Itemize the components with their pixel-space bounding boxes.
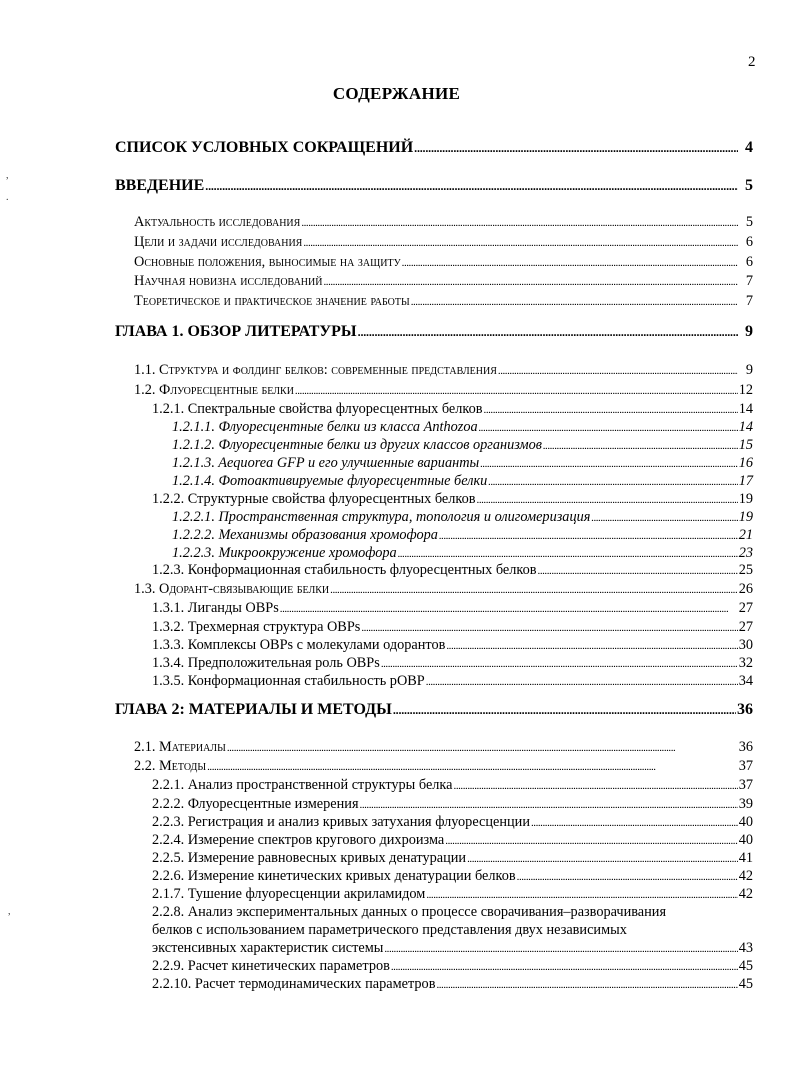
toc-entry	[152, 561, 753, 580]
toc-entry	[134, 757, 753, 776]
toc-entry	[172, 436, 753, 455]
toc-entry-title: 1.2.3. Конформационная стабильность флуоресцентных белков	[152, 562, 537, 578]
toc-entry	[134, 233, 753, 252]
page-title: СОДЕРЖАНИЕ	[332, 84, 461, 103]
toc-entry	[152, 672, 753, 691]
toc-entry-page: 6	[745, 234, 753, 250]
toc-entry-title: 2.2.2. Флуоресцентные измерения	[152, 796, 359, 812]
toc-entry-page: 19	[738, 509, 753, 525]
toc-entry-title: 1.3.4. Предположительная роль OBPs	[152, 655, 380, 671]
toc-entry-title: 2.2.9. Расчет кинетических параметров	[152, 958, 390, 974]
toc-entry	[152, 867, 753, 886]
toc-entry-page: 9	[745, 362, 753, 378]
toc-entry-page: 36	[737, 701, 753, 718]
toc-entry	[152, 849, 753, 868]
toc-entry-title: СПИСОК УСЛОВНЫХ СОКРАЩЕНИЙ	[115, 139, 414, 156]
toc-entry-title: экстенсивных характеристик системы	[152, 940, 384, 956]
toc-entry-page: 17	[738, 473, 753, 489]
scan-mark: ,	[6, 170, 9, 181]
toc-entry-title: ГЛАВА 2: МАТЕРИАЛЫ И МЕТОДЫ	[115, 701, 392, 718]
toc-entry	[115, 701, 753, 719]
toc-entry-title: 1.2.2. Структурные свойства флуоресцентных белков	[152, 491, 476, 507]
toc-entry	[134, 381, 753, 400]
toc-entry-page: 37	[738, 758, 753, 774]
toc-entry	[134, 738, 753, 757]
toc-entry-page: 19	[738, 491, 753, 507]
toc-entry-title: 2.2. Методы	[134, 758, 207, 774]
toc-entry	[152, 813, 753, 832]
toc-entry-page: 5	[745, 214, 753, 230]
toc-entry-title: 1.2.2.3. Микроокружение хромофора	[172, 545, 397, 561]
toc-entry-page: 39	[738, 796, 753, 812]
toc-entry-page: 40	[738, 814, 753, 830]
toc-entry-multiline	[152, 903, 752, 939]
toc-entry-title: Теоретическое и практическое значение работы	[134, 293, 410, 309]
toc-entry	[115, 323, 753, 341]
toc-entry-title: 2.2.5. Измерение равновесных кривых денатурации	[152, 850, 467, 866]
toc-entry-title: 1.3. Одорант-связывающие белки	[134, 581, 330, 597]
toc-entry-title: 1.2.1.3. Aequorea GFP и его улучшенные варианты	[172, 455, 480, 471]
toc-entry-page: 43	[738, 940, 753, 956]
toc-entry-page: 27	[738, 619, 753, 635]
toc-entry-page: 36	[738, 739, 753, 755]
toc-entry-page: 30	[738, 637, 753, 653]
toc-entry-page: 32	[738, 655, 753, 671]
toc-entry	[134, 361, 753, 380]
toc-entry	[152, 636, 753, 655]
toc-entry-title: 1.2.1. Спектральные свойства флуоресцентных белков	[152, 401, 483, 417]
toc-entry	[172, 472, 753, 491]
toc-entry-line: белков с использованием параметрического представления двух независимых	[152, 922, 627, 938]
toc-entry-line: 2.2.8. Анализ экспериментальных данных о процессе сворачивания–разворачивания	[152, 904, 667, 920]
toc-entry-page: 45	[738, 976, 753, 992]
toc-entry-page: 34	[738, 673, 753, 689]
toc-entry-title: 2.2.1. Анализ пространственной структуры белка	[152, 777, 453, 793]
toc-entry-title: 2.1.7. Тушение флуоресценции акриламидом	[152, 886, 426, 902]
toc-entry-title: 2.1. Материалы	[134, 739, 226, 755]
toc-entry-page: 14	[738, 419, 753, 435]
toc-entry	[152, 939, 753, 958]
toc-entry-title: 1.1. Структура и фолдинг белков: современные представления	[134, 362, 497, 378]
toc-entry-title: Актуальность исследования	[134, 214, 301, 230]
toc-entry	[152, 795, 753, 814]
toc-entry	[152, 490, 753, 509]
toc-entry-title: 1.2.2.1. Пространственная структура, топология и олигомеризация	[172, 509, 591, 525]
toc-entry	[152, 831, 753, 850]
toc-entry	[134, 580, 753, 599]
toc-entry-title: 2.2.6. Измерение кинетических кривых денатурации белков	[152, 868, 516, 884]
toc-entry-page: 40	[738, 832, 753, 848]
toc-entry	[152, 885, 753, 904]
scan-mark: ,	[8, 906, 11, 917]
toc-entry-page: 42	[738, 868, 753, 884]
toc-entry-title: Научная новизна исследований	[134, 273, 323, 289]
toc-entry-title: 1.2. Флуоресцентные белки	[134, 382, 294, 398]
toc-entry	[115, 139, 753, 157]
toc-entry-page: 16	[738, 455, 753, 471]
toc-entry-title: Цели и задачи исследования	[134, 234, 303, 250]
toc-entry	[134, 213, 753, 232]
toc-entry	[152, 400, 753, 419]
toc-entry	[152, 599, 753, 618]
toc-entry	[115, 177, 753, 195]
toc-entry-title: 1.3.5. Конформационная стабильность pOBP	[152, 673, 425, 689]
toc-entry	[172, 418, 753, 437]
toc-entry-page: 25	[738, 562, 753, 578]
toc-entry-page: 7	[745, 293, 753, 309]
toc-entry-page: 7	[745, 273, 753, 289]
toc-entry-page: 21	[738, 527, 753, 543]
toc-entry-page: 26	[738, 581, 753, 597]
toc-entry-page: 41	[738, 850, 753, 866]
toc-entry	[152, 654, 753, 673]
toc-entry	[152, 776, 753, 795]
toc-entry-title: 1.2.1.2. Флуоресцентные белки из других классов организмов	[172, 437, 542, 453]
toc-entry-title: 2.2.10. Расчет термодинамических параметров	[152, 976, 436, 992]
toc-entry-title: 1.2.1.1. Флуоресцентные белки из класса Anthozoa	[172, 419, 478, 435]
toc-entry	[172, 526, 753, 545]
toc-entry	[152, 618, 753, 637]
toc-entry-page: 14	[738, 401, 753, 417]
toc-entry-page: 27	[738, 600, 753, 616]
toc-entry	[172, 454, 753, 473]
toc-entry	[134, 253, 753, 272]
toc-entry-page: 37	[738, 777, 753, 793]
toc-entry-title: 1.3.1. Лиганды OBPs	[152, 600, 279, 616]
toc-entry-page: 45	[738, 958, 753, 974]
toc-entry-page: 23	[738, 545, 753, 561]
toc-entry-title: ГЛАВА 1. ОБЗОР ЛИТЕРАТУРЫ	[115, 323, 357, 340]
toc-entry-title: 1.2.1.4. Фотоактивируемые флуоресцентные белки	[172, 473, 488, 489]
toc-entry-page: 12	[738, 382, 753, 398]
toc-entry-page: 9	[745, 323, 753, 340]
toc-entry-page: 42	[738, 886, 753, 902]
toc-entry-page: 6	[745, 254, 753, 270]
toc-entry-title: 2.2.3. Регистрация и анализ кривых затухания флуоресценции	[152, 814, 530, 830]
toc-entry-page: 5	[745, 177, 753, 194]
toc-entry-page: 15	[738, 437, 753, 453]
toc-entry-page: 4	[745, 139, 753, 156]
toc-entry-title: Основные положения, выносимые на защиту	[134, 254, 401, 270]
toc-entry	[152, 975, 753, 994]
toc-entry-title: ВВЕДЕНИЕ	[115, 177, 205, 194]
toc-entry-title: 2.2.4. Измерение спектров кругового дихроизма	[152, 832, 445, 848]
toc-entry-title: 1.3.2. Трехмерная структура OBPs	[152, 619, 361, 635]
toc-entry-title: 1.2.2.2. Механизмы образования хромофора	[172, 527, 438, 543]
toc-entry-title: 1.3.3. Комплексы OBPs с молекулами одорантов	[152, 637, 446, 653]
toc-entry	[134, 272, 753, 291]
page-number: 2	[748, 54, 756, 70]
toc-entry	[152, 957, 753, 976]
toc-entry	[134, 292, 753, 311]
scan-mark: .	[6, 192, 9, 203]
toc-entry	[172, 508, 753, 527]
